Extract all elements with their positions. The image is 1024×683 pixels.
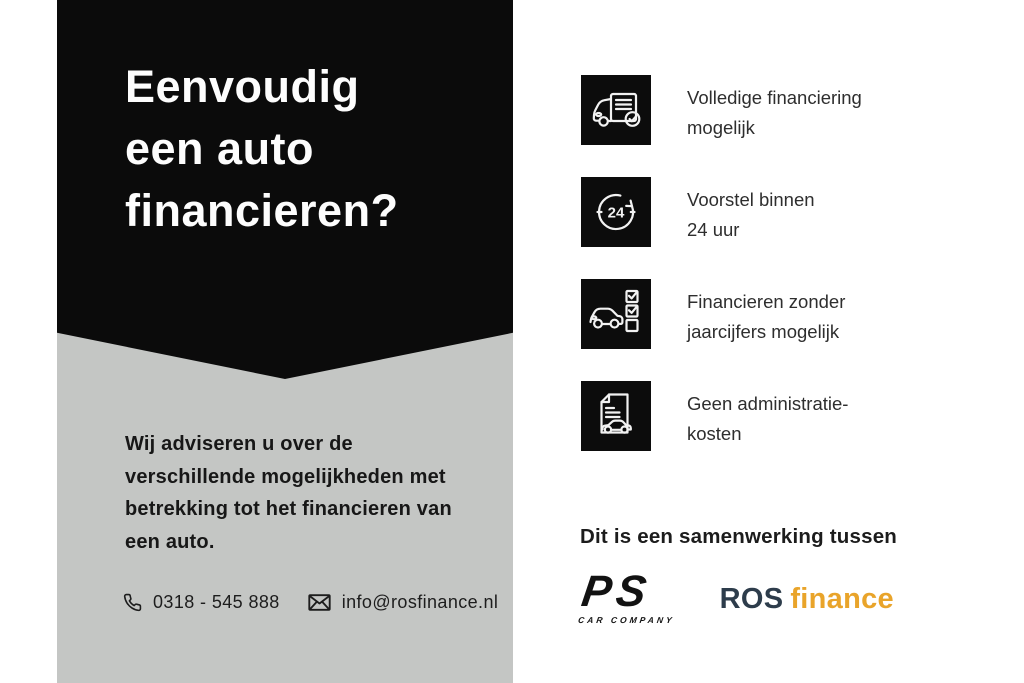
feature-24h-proposal	[581, 177, 862, 247]
feature-line: mogelijk	[687, 117, 755, 138]
feature-text	[687, 381, 848, 449]
ps-logo-text: PS	[578, 567, 655, 616]
car-checklist-icon	[581, 279, 651, 349]
ros-finance-logo	[720, 583, 894, 625]
feature-line: Geen administratie-	[687, 393, 849, 414]
24-hour-clock-icon	[581, 177, 651, 247]
svg-text:24: 24	[607, 204, 625, 222]
feature-text	[687, 177, 815, 245]
ros-logo-part1: ROS	[719, 583, 784, 615]
headline-line-2: een auto	[125, 123, 315, 174]
ros-logo-part2: finance	[790, 583, 894, 615]
email-address: info@rosfinance.nl	[341, 592, 499, 612]
feature-line: Financieren zonder	[687, 291, 846, 312]
feature-line: jaarcijfers mogelijk	[687, 321, 840, 342]
ps-car-company-logo	[577, 567, 681, 625]
partner-logos	[577, 567, 894, 625]
advice-paragraph: Wij adviseren u over de verschillende mogelijkheden met betrekking tot het financieren van een auto.	[125, 433, 452, 553]
partnership-intro: Dit is een samenwerking tussen	[580, 525, 898, 548]
contact-row	[123, 592, 498, 613]
feature-line: Volledige financiering	[687, 87, 862, 108]
email-contact[interactable]	[308, 592, 499, 613]
feature-line: kosten	[687, 423, 742, 444]
envelope-icon	[308, 594, 331, 611]
document-car-icon	[581, 381, 651, 451]
ps-logo-subtext: CAR COMPANY	[577, 615, 676, 625]
feature-no-annual-figures	[581, 279, 862, 349]
phone-icon	[123, 593, 142, 612]
feature-list	[581, 75, 862, 451]
feature-full-financing	[581, 75, 862, 145]
van-document-check-icon	[581, 75, 651, 145]
feature-line: Voorstel binnen	[687, 189, 815, 210]
feature-text	[687, 279, 845, 347]
feature-line: 24 uur	[687, 219, 740, 240]
headline-line-1: Eenvoudig	[125, 61, 360, 112]
feature-text	[687, 75, 862, 143]
left-banner	[57, 0, 513, 683]
feature-no-admin-costs	[581, 381, 862, 451]
headline	[125, 56, 399, 242]
phone-contact[interactable]	[123, 592, 280, 613]
phone-number: 0318 - 545 888	[153, 592, 280, 612]
headline-line-3: financieren?	[125, 185, 399, 236]
